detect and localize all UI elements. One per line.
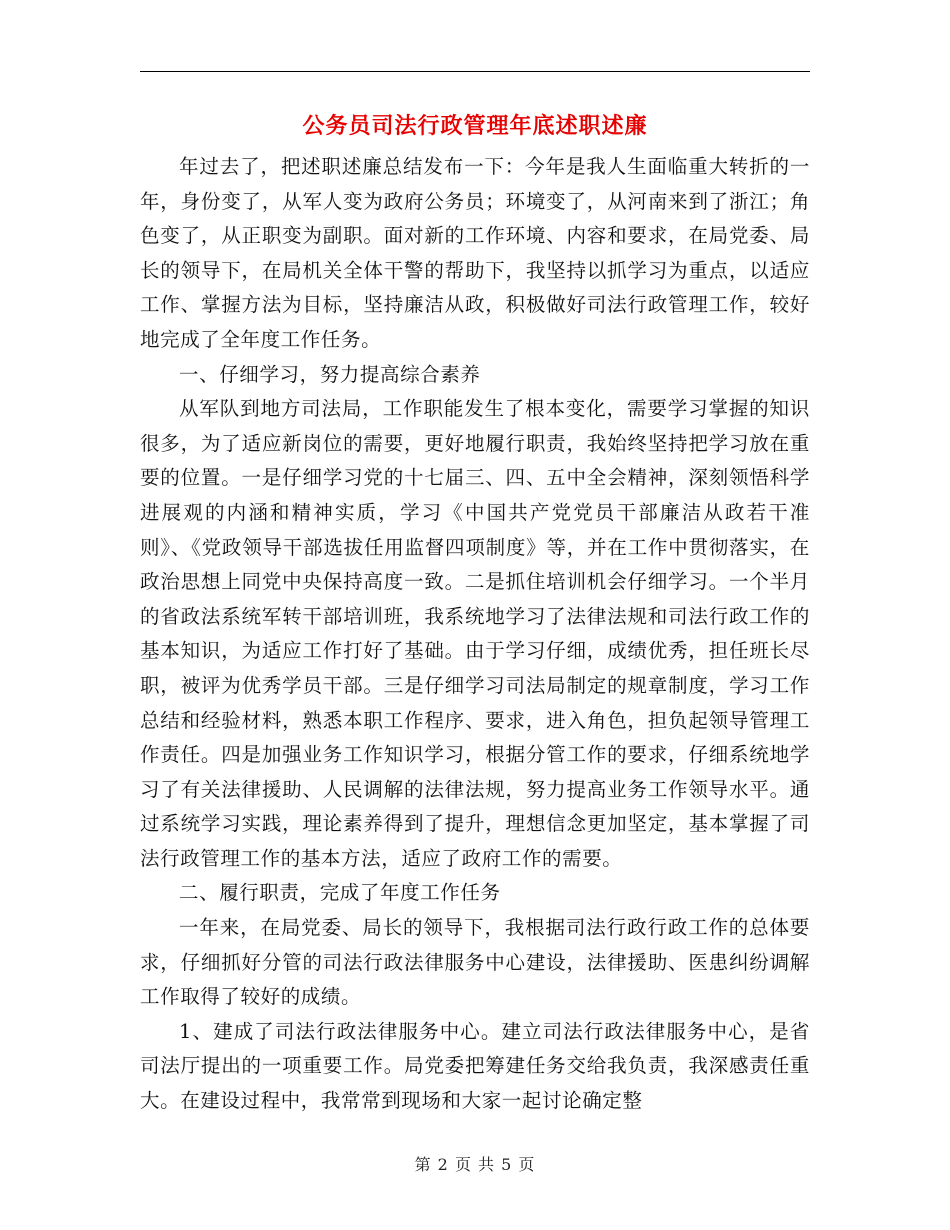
- paragraph-intro: 年过去了，把述职述廉总结发布一下：今年是我人生面临重大转折的一年，身份变了，从军人变为政府公务员；环境变了，从河南来到了浙江；角色变了，从正职变为副职。面对新的工作环境、内容和要求，在局党委、局长的领导下，在局机关全体干警的帮助下，我坚持以抓学习为重点，以适应工作、掌握方法为目标，坚持廉洁从政，积极做好司法行政管理工作，较好地完成了全年度工作任务。: [140, 155, 810, 351]
- document-title: 公务员司法行政管理年底述职述廉: [302, 113, 648, 139]
- page-footer: 第 2 页 共 5 页: [414, 1155, 536, 1174]
- paragraph-study: 从军队到地方司法局，工作职能发生了根本变化，需要学习掌握的知识很多，为了适应新岗位的需要，更好地履行职责，我始终坚持把学习放在重要的位置。一是仔细学习党的十七届三、四、五中全会精神，深刻领悟科学进展观的内涵和精神实质，学习《中国共产党党员干部廉洁从政若干准则》、《党政领导干部选拔任用监督四项制度》等，并在工作中贯彻落实，在政治思想上同党中央保持高度一致。二是抓住培训机会仔细学习。一个半月的省政法系统军转干部培训班，我系统地学习了法律法规和司法行政工作的基本知识，为适应工作打好了基础。由于学习仔细，成绩优秀，担任班长尽职，被评为优秀学员干部。三是仔细学习司法局制定的规章制度，学习工作总结和经验材料，熟悉本职工作程序、要求，进入角色，担负起领导管理工作责任。四是加强业务工作知识学习，根据分管工作的要求，仔细系统地学习了有关法律援助、人民调解的法律法规，努力提高业务工作领导水平。通过系统学习实践，理论素养得到了提升，理想信念更加坚定，基本掌握了司法行政管理工作的基本方法，适应了政府工作的需要。: [140, 397, 810, 870]
- header-rule: [140, 71, 810, 72]
- paragraph-duties: 一年来，在局党委、局长的领导下，我根据司法行政行政工作的总体要求，仔细抓好分管的司法行政法律服务中心建设，法律援助、医患纠纷调解工作取得了较好的成绩。: [140, 916, 810, 1009]
- document-body: [140, 150, 810, 1119]
- paragraph-service-center: 1、建成了司法行政法律服务中心。建立司法行政法律服务中心，是省司法厅提出的一项重要工作。局党委把筹建任务交给我负责，我深感责任重大。在建设过程中，我常常到现场和大家一起讨论确定整: [140, 1019, 810, 1113]
- section-heading-2: 二、履行职责，完成了年度工作任务: [179, 881, 501, 905]
- section-heading-1: 一、仔细学习，努力提高综合素养: [179, 362, 481, 386]
